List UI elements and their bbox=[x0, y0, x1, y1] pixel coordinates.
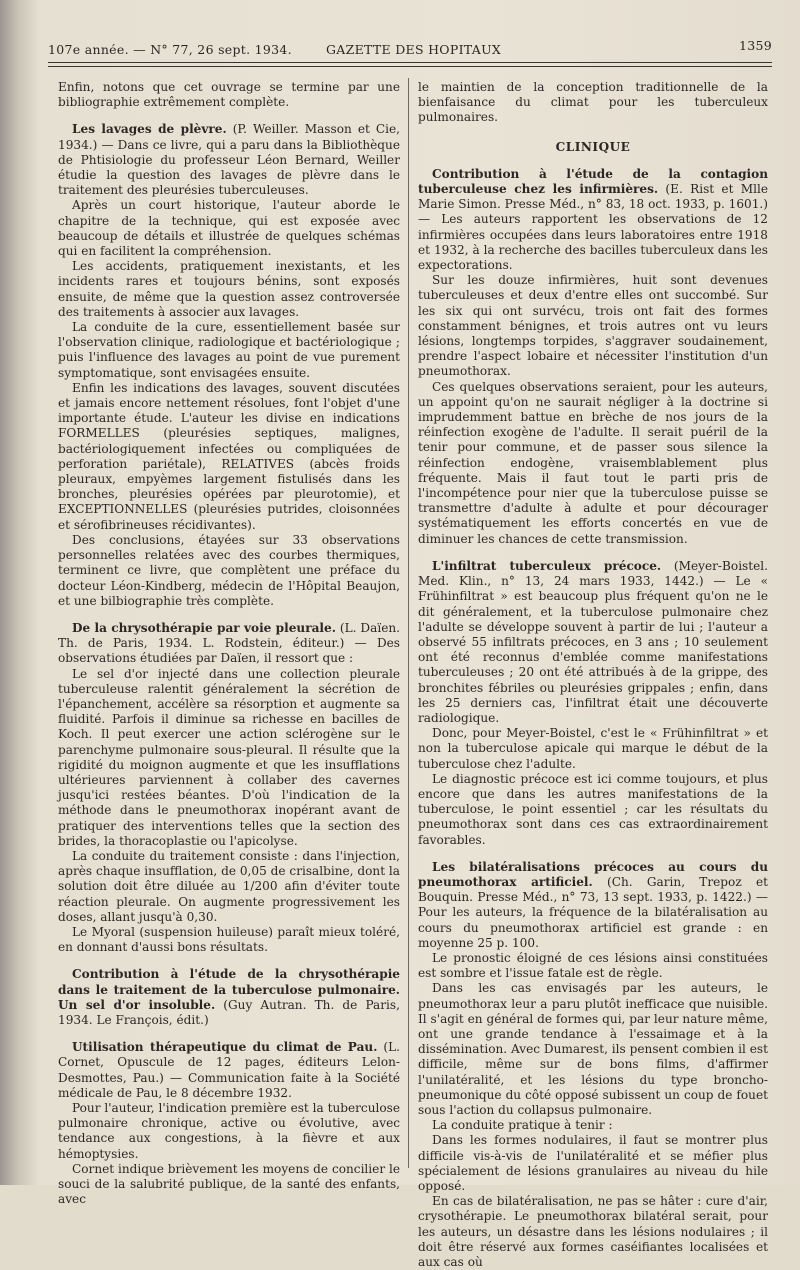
article-text: — Pour les auteurs, la fréquence de la bilatéralisation au cours du pneumothorax artificiel est grande : en moyenne 25 p. 100. bbox=[418, 890, 768, 950]
article-paragraph: La conduite du traitement consiste : dans l'injection, après chaque insufflation, de 0,05 de crisalbine, dont la solution doit être diluée au 1/200 afin d'éviter toute réaction pleurale. On augmente progressivement les doses, allant jusqu'à 0,30. bbox=[58, 848, 400, 924]
header-rule-double bbox=[48, 66, 772, 67]
article-paragraph: Enfin les indications des lavages, souvent discutées et jamais encore nettement résolues, font l'objet d'une importante étude. L'auteur les divise en indications FORMELLES (pleurésies septiques, malignes, bactériologiquement infectées ou compliquées de perforation pariétale), RELATIVES (abcès froids pleuraux, empyèmes largement fistulisés dans les bronches, pleurésies opérées par pleurotomie), et EXCEPTIONNELLES (pleurésies putrides, cloisonnées et sérofibrineuses récidivantes). bbox=[58, 380, 400, 532]
article-paragraph: Le Myoral (suspension huileuse) paraît mieux toléré, en donnant d'aussi bons résultats. bbox=[58, 924, 400, 955]
article-paragraph: Le diagnostic précoce est ici comme toujours, et plus encore que dans les autres manifestations de la tuberculose, le point essentiel ; car les résultats du pneumothorax sont dans ces cas extraordinairement favorables. bbox=[418, 771, 768, 847]
article-lead bbox=[418, 860, 768, 951]
section-heading: CLINIQUE bbox=[555, 139, 631, 154]
article-title: Contribution à l'étude de la contagion tuberculeuse chez les infirmières. bbox=[418, 166, 768, 197]
article-paragraph: Après un court historique, l'auteur aborde le chapitre de la technique, qui est exposée avec beaucoup de détails et illustrée de quelques schémas qui en facilitent la compréhension. bbox=[58, 198, 400, 259]
column-divider bbox=[408, 78, 409, 1168]
article-text: — Les auteurs rapportent les observations de 12 infirmières occupées dans leurs laboratoires entre 1918 et 1932, à la recherche des bacilles tuberculeux dans les expectorations. bbox=[418, 212, 768, 273]
right-column bbox=[418, 80, 768, 1270]
article-citation: (Meyer-Boistel. Med. Klin., n° 13, 24 mars 1933, 1442.) bbox=[418, 558, 768, 589]
article-citation: (P. Weiller. Masson et Cie, 1934.) bbox=[58, 122, 400, 152]
article-citation: (E. Rist et Mlle Marie Simon. Presse Méd., n° 83, 18 oct. 1933, p. 1601.) bbox=[418, 182, 768, 212]
header-rule bbox=[48, 62, 772, 63]
article-title: Contribution à l'étude de la chrysothérapie dans le traitement de la tuberculose pulmonaire. Un sel d'or insoluble. bbox=[58, 967, 400, 1012]
article-lead bbox=[58, 122, 400, 198]
right-entries bbox=[418, 167, 768, 1270]
article-paragraph: Ces quelques observations seraient, pour les auteurs, un appoint qu'on ne saurait négliger à la doctrine si imprudemment battue en brèche de nos jours de la réinfection exogène de l'adulte. Il serait puéril de la tenir pour commune, et de passer sous silence la réinfection endogène, vraisemblablement plus fréquente. Mais il faut tout le parti pris de l'incompétence pour nier que la tuberculose puisse se transmettre d'adulte à adulte et pour décourager systématiquement les efforts concertés en vue de diminuer les chances de cette transmission. bbox=[418, 379, 768, 546]
article-paragraph: Des conclusions, étayées sur 33 observations personnelles relatées avec des courbes thermiques, terminent ce livre, que complètent une préface du docteur Léon-Kindberg, médecin de l'Hôpital Beaujon, et une bilbiographie très complète. bbox=[58, 532, 400, 608]
left-column bbox=[58, 80, 400, 1207]
continued-text: le maintien de la conception traditionnelle de la bienfaisance du climat pour les tuberculeux pulmonaires. bbox=[418, 80, 768, 125]
article-lead bbox=[418, 167, 768, 273]
article-lead bbox=[58, 1040, 400, 1101]
article-entry bbox=[58, 967, 400, 1028]
article-paragraph: Pour l'auteur, l'indication première est la tuberculose pulmonaire chronique, active ou évolutive, avec tendance aux congestions, à la fièvre et aux hémoptysies. bbox=[58, 1101, 400, 1161]
article-entry bbox=[58, 621, 400, 955]
article-paragraph: Cornet indique brièvement les moyens de concilier le souci de la salubrité publique, de la santé des enfants, avec bbox=[58, 1161, 400, 1207]
article-text: — Des observations étudiées par Daïen, il ressort que : bbox=[58, 636, 401, 666]
article-title: L'infiltrat tuberculeux précoce. bbox=[432, 558, 662, 573]
article-paragraph: Enfin, notons que cet ouvrage se termine par une bibliographie extrêmement complète. bbox=[58, 80, 400, 110]
article-citation: (L. Daïen. Th. de Paris, 1934. L. Rodstein, éditeur.) bbox=[58, 620, 400, 651]
article-paragraph: Sur les douze infirmières, huit sont devenues tuberculeuses et deux d'entre elles ont succombé. Sur les six qui ont survécu, trois ont fait des formes constamment bénignes, et trois autres ont vu leurs lésions, longtemps torpides, s'aggraver soudainement, prendre l'aspect lobaire et nécessiter l'institution d'un pneumothorax. bbox=[418, 273, 768, 379]
article-paragraph: La conduite pratique à tenir : bbox=[432, 1118, 613, 1133]
page-header bbox=[48, 38, 772, 60]
article-paragraph: Dans les formes nodulaires, il faut se montrer plus difficile vis-à-vis de l'unilatéralité et se méfier plus spécialement de lésions granulaires au niveau du hile opposé. bbox=[418, 1133, 768, 1194]
article-entry bbox=[58, 80, 400, 110]
article-lead bbox=[58, 621, 400, 667]
article-citation: (Ch. Garin, Trepoz et Bouquin. Presse Méd., n° 73, 13 sept. 1933, p. 1422.) bbox=[418, 874, 768, 905]
article-title: Utilisation thérapeutique du climat de Pau. bbox=[72, 1040, 378, 1055]
article-citation: (Guy Autran. Th. de Paris, 1934. Le François, édit.) bbox=[58, 997, 400, 1027]
article-title: Les bilatéralisations précoces au cours du pneumothorax artificiel. bbox=[418, 859, 768, 889]
article-title: Les lavages de plèvre. bbox=[72, 122, 227, 137]
article-text: — Communication faite à la Société médicale de Pau, le 8 décembre 1932. bbox=[58, 1070, 400, 1100]
page-number: 1359 bbox=[738, 38, 772, 53]
article-title: De la chrysothérapie par voie pleurale. bbox=[72, 620, 336, 635]
article-paragraph: En cas de bilatéralisation, ne pas se hâter : cure d'air, crysothérapie. Le pneumothorax bilatéral serait, pour les auteurs, un désastre dans les lésions nodulaires ; il doit être réservé aux formes caséifiantes localisées et aux cas où bbox=[418, 1194, 768, 1270]
issue-info: 107e année. — N° 77, 26 sept. 1934. bbox=[48, 42, 292, 57]
journal-title: GAZETTE DES HOPITAUX bbox=[326, 42, 502, 57]
article-lead bbox=[58, 967, 400, 1028]
article-entry bbox=[418, 860, 768, 1270]
article-entry bbox=[418, 167, 768, 547]
article-paragraph: Dans les cas envisagés par les auteurs, le pneumothorax leur a paru plutôt inefficace que nuisible. Il s'agit en général de formes qui, par leur nature même, ont une grande tendance à l'essaimage et à la dissémination. Avec Dumarest, ils pensent combien il est difficile, même sur de bons films, d'affirmer l'unilatéralité, et les lésions du type broncho-pneumonique du côté opposé subissent un coup de fouet sous l'action du collapsus pulmonaire. bbox=[418, 981, 768, 1117]
article-lead bbox=[418, 559, 768, 726]
article-citation: (L. Cornet, Opuscule de 12 pages, éditeurs Lelon-Desmottes, Pau.) bbox=[58, 1040, 400, 1085]
article-paragraph: Donc, pour Meyer-Boistel, c'est le « Frühinfiltrat » et non la tuberculose apicale qui marque le début de la tuberculose chez l'adulte. bbox=[418, 726, 768, 771]
article-entry bbox=[58, 1040, 400, 1207]
article-entry bbox=[58, 122, 400, 609]
article-paragraph: Le sel d'or injecté dans une collection pleurale tuberculeuse ralentit généralement la sécrétion de l'épanchement, accélère sa résorption et augmente sa fluidité. Parfois il diminue sa richesse en bacilles de Koch. Il peut exercer une action sclérogène sur le parenchyme pulmonaire sous-pleural. Il résulte que la rigidité du moignon augmente et que les insufflations ultérieures parviennent à collaber des cavernes jusqu'ici restées béantes. D'où l'indication de la méthode dans le pneumothorax inopérant avant de pratiquer des interventions telles que la section des brides, la thoracoplastie ou l'apicolyse. bbox=[58, 666, 400, 848]
article-paragraph: Le pronostic éloigné de ces lésions ainsi constituées est sombre et l'issue fatale est de règle. bbox=[418, 950, 768, 981]
article-paragraph: Les accidents, pratiquement inexistants, et les incidents rares et toujours bénins, sont exposés ensuite, de même que la question assez controversée des traitements à associer aux lavages. bbox=[58, 259, 400, 319]
article-entry bbox=[418, 559, 768, 848]
article-text: — Dans ce livre, qui a paru dans la Bibliothèque de Phtisiologie du professeur Léon Bernard, Weiller étudie la question des lavages de plèvre dans le traitement des pleurésies tuberculeuses. bbox=[58, 137, 400, 198]
article-paragraph: La conduite de la cure, essentiellement basée sur l'observation clinique, radiologique et bactériologique ; puis l'influence des lavages au point de vue purement symptomatique, sont envisagées ensuite. bbox=[58, 320, 400, 380]
article-text: — Le « Frühinfiltrat » est beaucoup plus fréquent qu'on ne le dit généralement, et la tuberculose pulmonaire chez l'adulte se développe souvent à partir de lui ; l'auteur a observé 55 infiltrats précoces, en 3 ans ; 10 seulement ont été reconnus d'emblée comme manifestations tuberculeuses ; 20 ont été attribués à de la grippe, des bronchites fébriles ou pleurésies grippales ; enfin, dans les 25 derniers cas, l'infiltrat était une découverte radiologique. bbox=[418, 574, 768, 725]
